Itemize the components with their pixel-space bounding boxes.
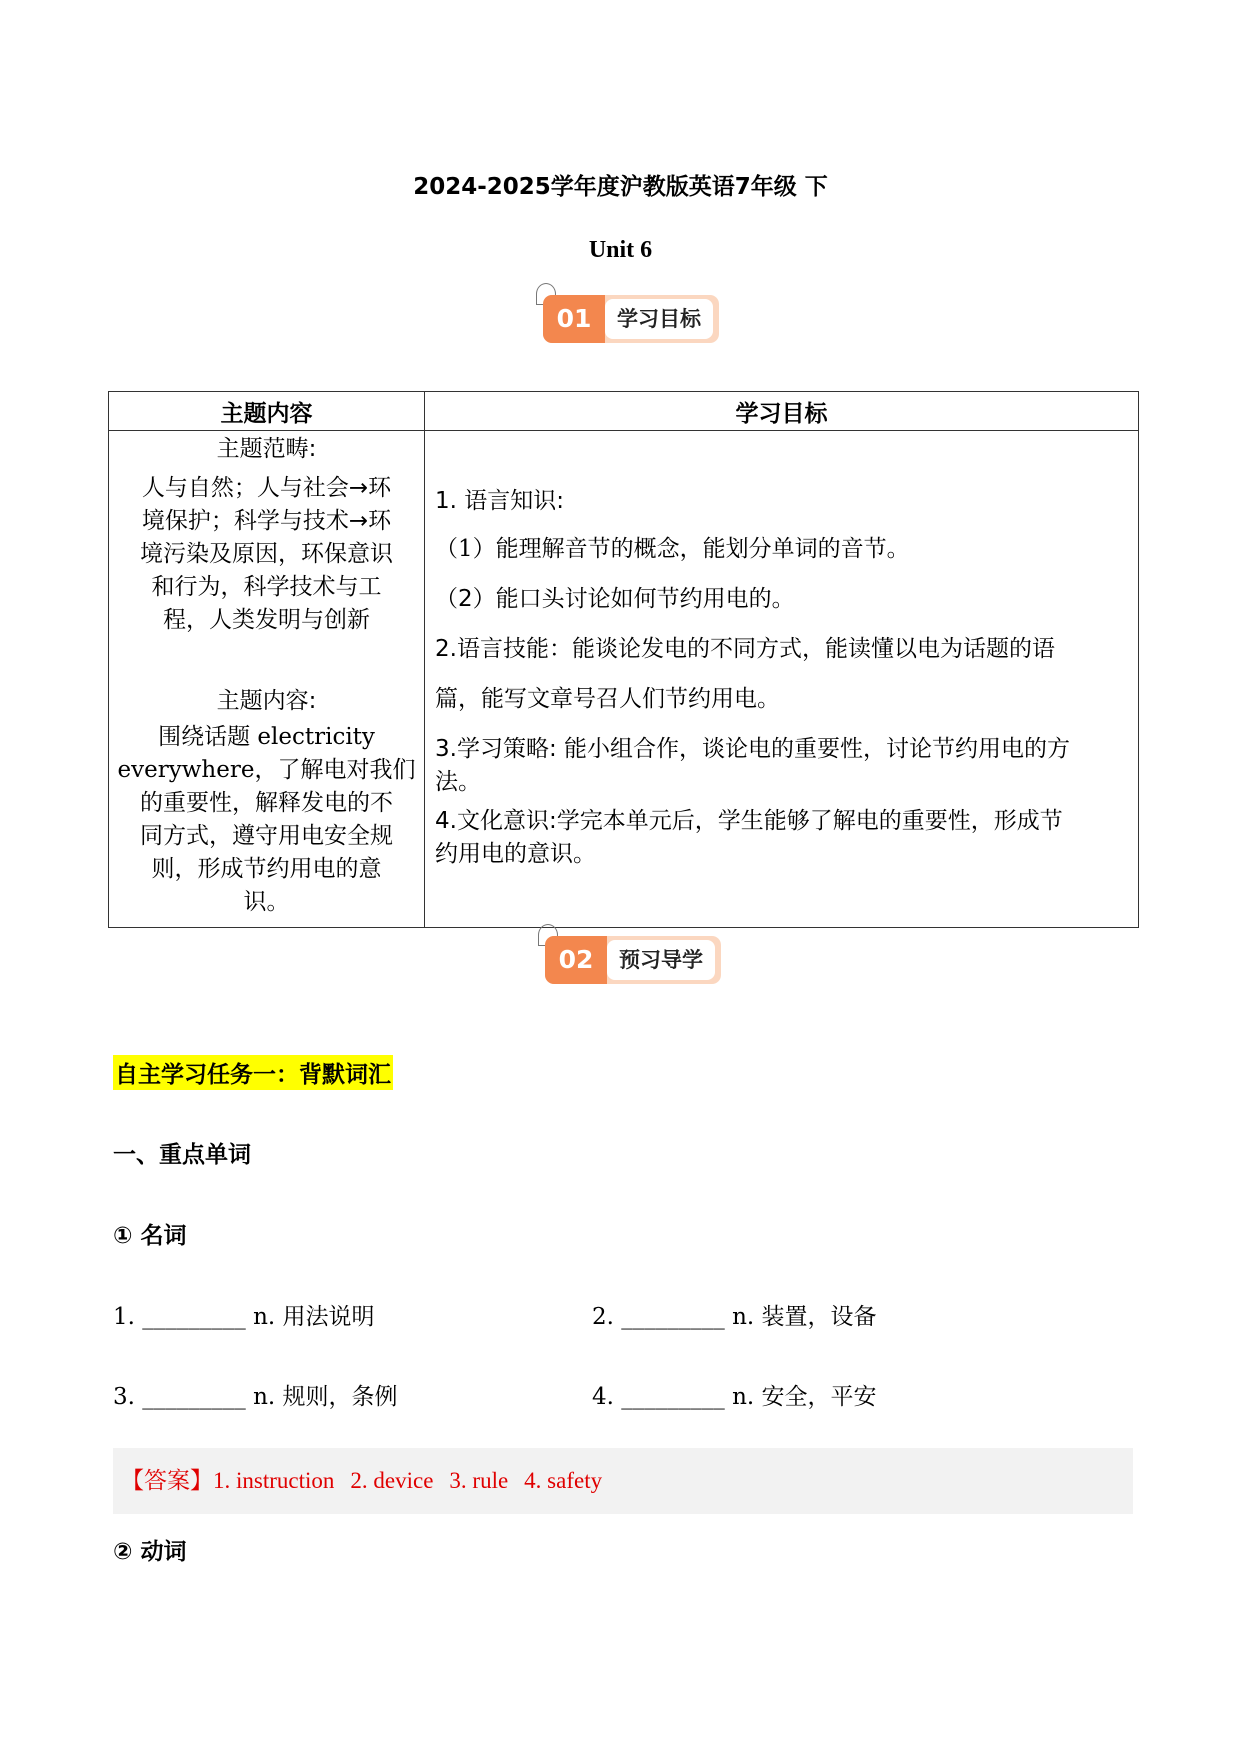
content-line: 同方式，遵守用电安全规 (140, 823, 393, 849)
answer-label: 【答案】 (121, 1468, 213, 1494)
self-study-task-heading: 自主学习任务一：背默词汇 (113, 1055, 393, 1090)
section-badge-learning-goals (536, 283, 726, 345)
content-label: 主题内容: (216, 688, 317, 714)
vocab-item: 4. _________ n. 安全，平安 (592, 1384, 877, 1410)
answer-item: 4. safety (524, 1468, 603, 1493)
nouns-heading: ① 名词 (113, 1223, 187, 1249)
goal-language-knowledge: 1. 语言知识: (435, 488, 565, 514)
answer-blank: _________ (621, 1384, 725, 1410)
goal-item: （1）能理解音节的概念，能划分单词的音节。 (435, 536, 910, 562)
badge-number: 01 (543, 295, 605, 343)
content-line: 识。 (243, 889, 290, 915)
table-header-goals: 学习目标 (425, 392, 1139, 431)
learning-goals-table (108, 391, 1139, 928)
content-line: everywhere，了解电对我们 (117, 757, 416, 783)
vocab-item: 2. _________ n. 装置，设备 (592, 1304, 877, 1330)
document-title: 2024-2025学年度沪教版英语7年级 下 (413, 174, 828, 200)
badge-number: 02 (545, 936, 607, 984)
answer-item: 3. rule (449, 1468, 509, 1493)
table-header-theme: 主题内容 (109, 392, 425, 431)
category-line: 程，人类发明与创新 (163, 607, 370, 633)
category-line: 和行为，科学技术与工 (151, 574, 382, 600)
answer-item: 1. instruction (213, 1468, 335, 1493)
goal-learning-strategy: 3.学习策略: 能小组合作，谈论电的重要性，讨论节约用电的方 (435, 736, 1071, 762)
goal-language-skills: 2.语言技能：能谈论发电的不同方式，能读懂以电为话题的语 (435, 636, 1055, 662)
answer-blank: _________ (142, 1384, 246, 1410)
content-line: 的重要性，解释发电的不 (140, 790, 393, 816)
badge-label: 学习目标 (605, 299, 713, 339)
section-badge-preview-study (538, 924, 728, 986)
answer-blank: _________ (621, 1304, 725, 1330)
answer-blank: _________ (142, 1304, 246, 1330)
content-line: 则，形成节约用电的意 (151, 856, 382, 882)
goal-item: （2）能口头讨论如何节约用电的。 (435, 586, 795, 612)
goal-learning-strategy-cont: 法。 (435, 769, 481, 795)
goal-cultural-awareness: 4.文化意识:学完本单元后，学生能够了解电的重要性，形成节 (435, 808, 1063, 834)
key-words-heading: 一、重点单词 (113, 1142, 251, 1168)
badge-label: 预习导学 (607, 940, 715, 980)
vocab-item: 3. _________ n. 规则，条例 (113, 1384, 398, 1410)
answer-box (113, 1448, 1133, 1514)
category-line: 境保护；科学与技术→环 (141, 508, 392, 534)
answer-item: 2. device (350, 1468, 434, 1493)
content-line: 围绕话题 electricity (158, 724, 375, 750)
category-label: 主题范畴: (216, 436, 317, 462)
verbs-heading: ② 动词 (113, 1539, 187, 1565)
category-line: 境污染及原因，环保意识 (140, 541, 393, 567)
category-line: 人与自然；人与社会→环 (141, 475, 392, 501)
unit-title: Unit 6 (588, 237, 653, 263)
vocab-item: 1. _________ n. 用法说明 (113, 1304, 375, 1330)
learning-goals-cell (425, 431, 1139, 928)
goal-cultural-awareness-cont: 约用电的意识。 (435, 841, 596, 867)
theme-content-cell (109, 431, 425, 928)
goal-language-skills-cont: 篇，能写文章号召人们节约用电。 (435, 686, 780, 712)
